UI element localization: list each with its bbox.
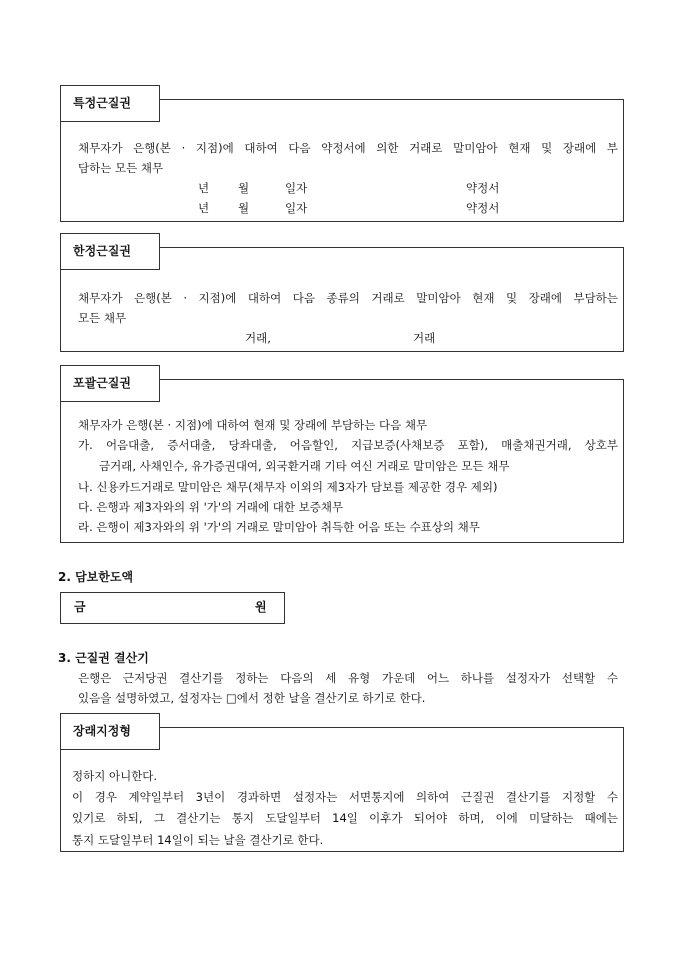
comprehensive-item-ga-1: 가. 어음대출, 증서대출, 당좌대출, 어음할인, 지급보증(사채보증 포함), 매출채권거래, 상호부 [78, 438, 618, 452]
specific-month-1: 월 [238, 181, 250, 195]
limit-heading: 2. 담보한도액 [58, 570, 134, 584]
future-line4: 통지 도달일부터 14일이 되는 날을 결산기로 한다. [72, 833, 324, 847]
future-line2: 이 경우 계약일부터 3년이 경과하면 설정자는 서면통지에 의하여 근질권 결산기를 지정할 수 [72, 790, 618, 804]
comprehensive-item-da: 다. 은행과 제3자와의 위 '가'의 거래에 대한 보증채무 [78, 500, 344, 514]
specific-day-2: 일자 [285, 201, 308, 215]
limited-trade1: 거래, [245, 331, 271, 345]
comprehensive-item-ra: 라. 은행이 제3자와의 위 '가'의 거래로 말미암아 취득한 어음 또는 수표상의 채무 [78, 520, 480, 534]
limit-amount-label: 금 [74, 600, 86, 614]
future-line1: 정하지 아니한다. [72, 769, 158, 783]
specific-agreement-1: 약정서 [466, 181, 500, 195]
limited-trade2: 거래 [413, 331, 436, 345]
limited-title: 한정근질권 [60, 233, 160, 270]
settlement-line1: 은행은 근저당권 결산기를 정하는 다음의 세 유형 가운데 어느 하나를 설정자가 선택할 수 [78, 671, 618, 685]
comprehensive-item-ga-2: 금거래, 사채인수, 유가증권대여, 외국환거래 기타 여신 거래로 말미암은 모든 채무 [99, 459, 510, 473]
specific-agreement-2: 약정서 [466, 201, 500, 215]
future-line3: 있기로 하되, 그 결산기는 통지 도달일부터 14일 이후가 되어야 하며, 이에 미달하는 때에는 [72, 811, 618, 825]
settlement-line2: 있음을 설명하였고, 설정자는 □에서 정한 날을 결산기로 하기로 한다. [78, 691, 426, 705]
specific-day-1: 일자 [285, 181, 308, 195]
specific-title: 특정근질권 [60, 85, 160, 122]
limit-unit: 원 [255, 600, 267, 614]
future-title: 장래지정형 [60, 713, 160, 750]
specific-line1: 채무자가 은행(본 · 지점)에 대하여 다음 약정서에 의한 거래로 말미암아 현재 및 장래에 부 [78, 141, 618, 155]
specific-line2: 담하는 모든 채무 [78, 161, 164, 175]
limited-line1: 채무자가 은행(본 · 지점)에 대하여 다음 종류의 거래로 말미암아 현재 및 장래에 부담하는 [78, 291, 618, 305]
specific-year-2: 년 [198, 201, 210, 215]
limited-line2: 모든 채무 [78, 311, 127, 325]
limit-amount-box [60, 592, 285, 624]
comprehensive-title: 포괄근질권 [60, 365, 160, 402]
specific-month-2: 월 [238, 201, 250, 215]
comprehensive-item-na: 나. 신용카드거래로 말미암은 채무(채무자 이외의 제3자가 담보를 제공한 경우 제외) [78, 480, 498, 494]
specific-year-1: 년 [198, 181, 210, 195]
comprehensive-line1: 채무자가 은행(본 · 지점)에 대하여 현재 및 장래에 부담하는 다음 채무 [78, 418, 428, 432]
settlement-heading: 3. 근질권 결산기 [58, 651, 149, 665]
